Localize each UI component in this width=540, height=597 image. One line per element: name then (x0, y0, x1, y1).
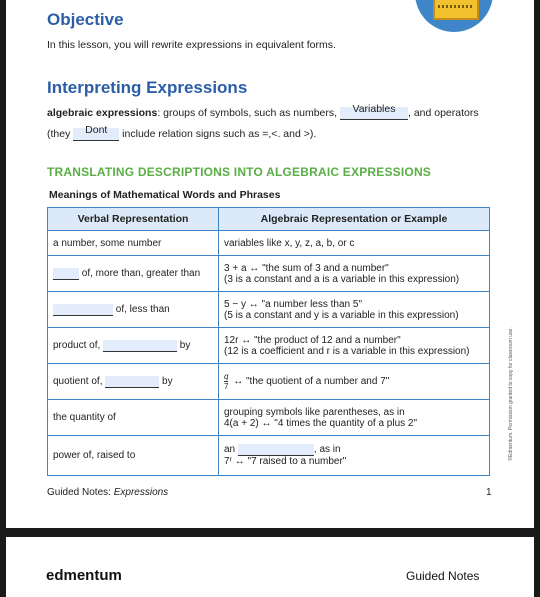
table-title: Meanings of Mathematical Words and Phrases (49, 189, 281, 201)
answer-blank-dont[interactable]: Dont (73, 128, 119, 141)
edmentum-logo: edmentum (46, 567, 122, 584)
table-row: power of, raised to an , as in 7ʳ ↔ "7 raised to a number" (48, 436, 490, 476)
answer-blank-difference[interactable] (53, 304, 113, 316)
table-row: of, more than, greater than 3 + a ↔ "the sum of 3 and a number" (3 is a constant and a is a variable in this expression) (48, 256, 490, 292)
meanings-table (47, 207, 490, 476)
answer-blank-exponent[interactable] (238, 444, 314, 456)
table-row: a number, some number variables like x, y, z, a, b, or c (48, 231, 490, 256)
col-header-verbal: Verbal Representation (48, 208, 219, 231)
definition-line-1: algebraic expressions: groups of symbols, such as numbers, Variables , and operators (47, 103, 479, 119)
answer-blank-sum[interactable] (53, 268, 79, 280)
next-page-label: Guided Notes (406, 569, 480, 583)
circuit-chip-icon (433, 0, 479, 20)
page-number: 1 (486, 487, 492, 498)
answer-blank-multiply[interactable] (103, 340, 177, 352)
table-row: product of, by 12r ↔ "the product of 12 and a number" (12 is a coefficient and r is a variable in this expression) (48, 328, 490, 364)
footer-title: Guided Notes: Expressions (47, 487, 169, 498)
table-header-row (48, 208, 490, 231)
translating-heading: TRANSLATING DESCRIPTIONS INTO ALGEBRAIC EXPRESSIONS (47, 165, 432, 179)
objective-title: Objective (47, 10, 124, 29)
definition-term: algebraic expressions (47, 107, 158, 119)
table-row: the quantity of grouping symbols like parentheses, as in 4(a + 2) ↔ "4 times the quantity of a plus 2" (48, 400, 490, 436)
lesson-badge-icon (415, 0, 493, 32)
next-page (6, 537, 534, 597)
definition-line-2: (they Dont include relation signs such as =,<. and >). (47, 124, 317, 140)
objective-text: In this lesson, you will rewrite expressions in equivalent forms. (47, 39, 336, 51)
copyright-note: ©Edmentum. Permission granted to copy for classroom use. (508, 327, 514, 461)
table-row: quotient of, by $\frac{q}{7}$ ↔ "the quotient of a number and 7" (48, 364, 490, 400)
worksheet-page (6, 0, 534, 528)
fraction-q-over-7: $\frac{q}{7}$ (224, 372, 229, 391)
answer-blank-variables[interactable]: Variables (340, 107, 408, 120)
table-row: of, less than 5 − y ↔ "a number less than 5" (5 is a constant and y is a variable in this expression) (48, 292, 490, 328)
answer-blank-divide[interactable] (105, 376, 159, 388)
col-header-algebraic: Algebraic Representation or Example (219, 208, 490, 231)
section-title: Interpreting Expressions (47, 78, 248, 97)
